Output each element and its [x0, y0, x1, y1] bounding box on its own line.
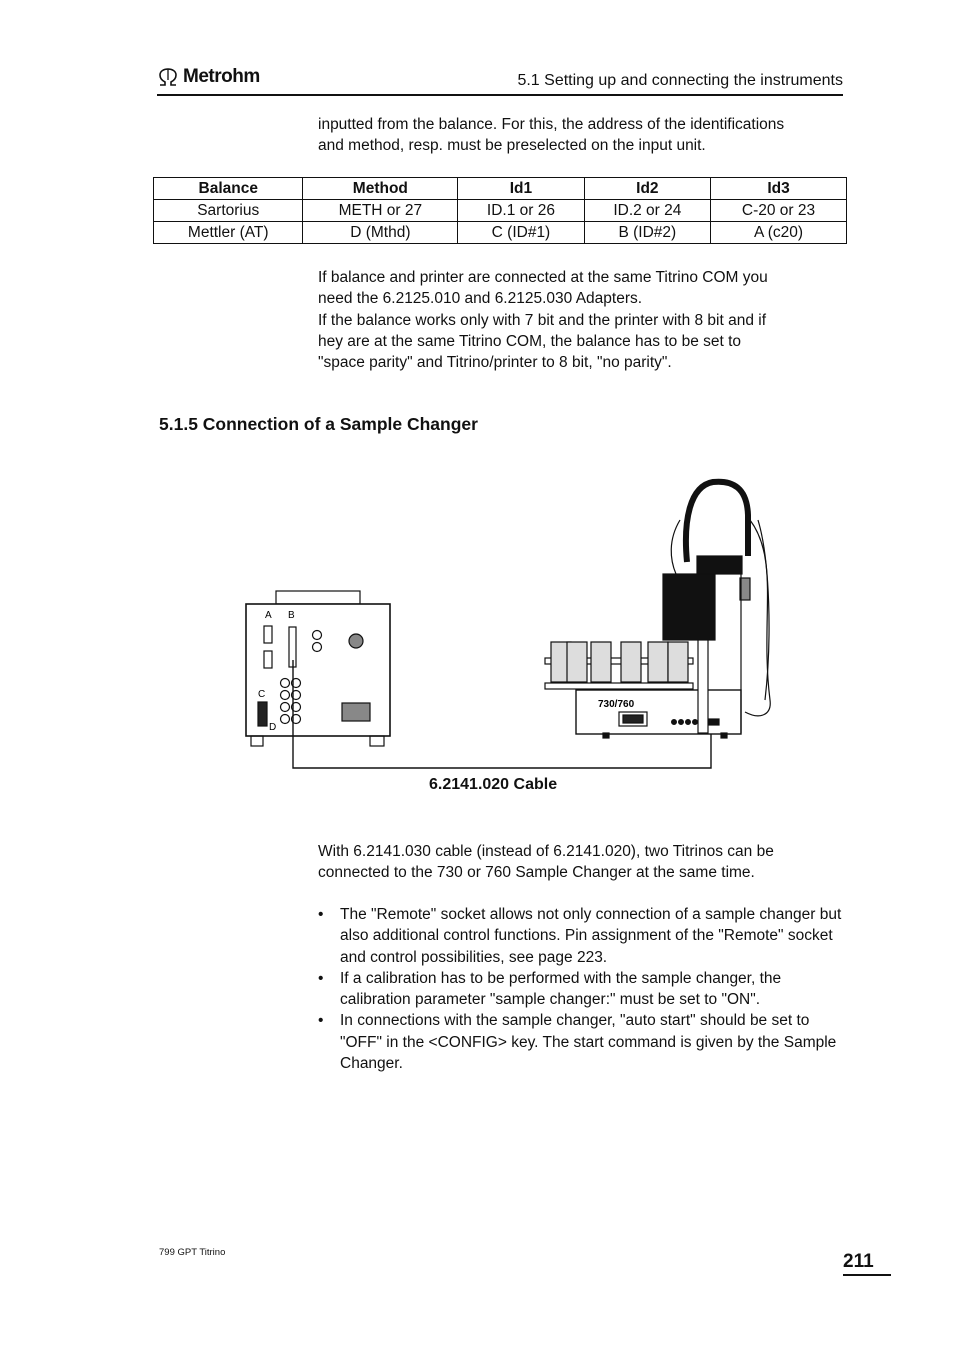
socket-label-d: D — [269, 722, 277, 733]
page-number: 211 — [843, 1251, 874, 1272]
cable-caption: 6.2141.020 Cable — [429, 776, 558, 793]
list-item-text: The "Remote" socket allows not only connection of a sample changer but also additional control functions. Pin assignment of the "Remote" socket and control possibilities, see page 223. — [340, 906, 842, 966]
table-cell: D (Mthd) — [303, 222, 458, 244]
balance-table — [153, 177, 847, 244]
adapter-line: If the balance works only with 7 bit and the printer with 8 bit and if — [318, 311, 767, 329]
table-cell: Mettler (AT) — [154, 222, 303, 244]
sample-changer-device — [545, 482, 770, 738]
bullet-icon: • — [318, 969, 324, 987]
footer-product: 799 GPT Titrino — [159, 1247, 226, 1258]
section-heading: 5.1.5 Connection of a Sample Changer — [159, 414, 478, 434]
bullet-icon: • — [318, 906, 324, 923]
adapter-line: If balance and printer are connected at the same Titrino COM you — [318, 269, 768, 286]
adapter-line: "space parity" and Titrino/printer to 8 bit, "no parity". — [318, 354, 672, 372]
table-cell: C-20 or 23 — [711, 200, 847, 222]
bullet-icon: • — [318, 1012, 324, 1030]
table-header-cell: Method — [303, 178, 458, 200]
table-cell: ID.1 or 26 — [458, 200, 584, 222]
table-header-cell: Balance — [154, 178, 303, 200]
table-row — [154, 222, 847, 244]
adapter-line: need the 6.2125.010 and 6.2125.030 Adapters. — [318, 290, 643, 308]
socket-label-a: A — [265, 610, 272, 621]
cable-note-paragraph — [318, 841, 848, 884]
footer-rule — [843, 1274, 891, 1276]
socket-label-b: B — [288, 610, 295, 621]
brand-name: Metrohm — [183, 66, 260, 87]
adapter-paragraph — [318, 267, 848, 373]
table-header-cell: Id2 — [584, 178, 710, 200]
table-cell: METH or 27 — [303, 200, 458, 222]
cable-note-line: connected to the 730 or 760 Sample Changer at the same time. — [318, 864, 755, 882]
table-cell: Sartorius — [154, 200, 303, 222]
list-item — [318, 968, 848, 1011]
header-rule — [157, 94, 843, 96]
list-item-text: If a calibration has to be performed with the sample changer, the calibration parameter "sample changer:" must be set to "ON". — [340, 969, 782, 1009]
brand-logo — [157, 66, 260, 88]
sample-changer-model-label: 730/760 — [598, 699, 635, 710]
table-cell: C (ID#1) — [458, 222, 584, 244]
intro-line: inputted from the balance. For this, the address of the identifications — [318, 116, 785, 133]
table-header-cell: Id1 — [458, 178, 584, 200]
list-item-text: In connections with the sample changer, "auto start" should be set to "OFF" in the <CONFIG> key. The start command is given by the Sample Changer. — [340, 1012, 837, 1073]
table-cell: B (ID#2) — [584, 222, 710, 244]
table-header-row — [154, 178, 847, 200]
table-cell: ID.2 or 24 — [584, 200, 710, 222]
table-header-cell: Id3 — [711, 178, 847, 200]
list-item — [318, 904, 848, 968]
list-item — [318, 1010, 848, 1074]
omega-logo-icon — [157, 67, 179, 87]
sample-changer-connection-figure — [0, 460, 954, 780]
cable-note-line: With 6.2141.030 cable (instead of 6.2141.020), two Titrinos can be — [318, 843, 774, 860]
adapter-line: hey are at the same Titrino COM, the balance has to be set to — [318, 332, 742, 350]
table-row — [154, 200, 847, 222]
intro-paragraph — [318, 114, 848, 157]
running-header: 5.1 Setting up and connecting the instruments — [517, 72, 843, 89]
socket-label-c: C — [258, 689, 266, 700]
notes-list — [318, 904, 848, 1074]
table-cell: A (c20) — [711, 222, 847, 244]
intro-line: and method, resp. must be preselected on the input unit. — [318, 137, 706, 155]
